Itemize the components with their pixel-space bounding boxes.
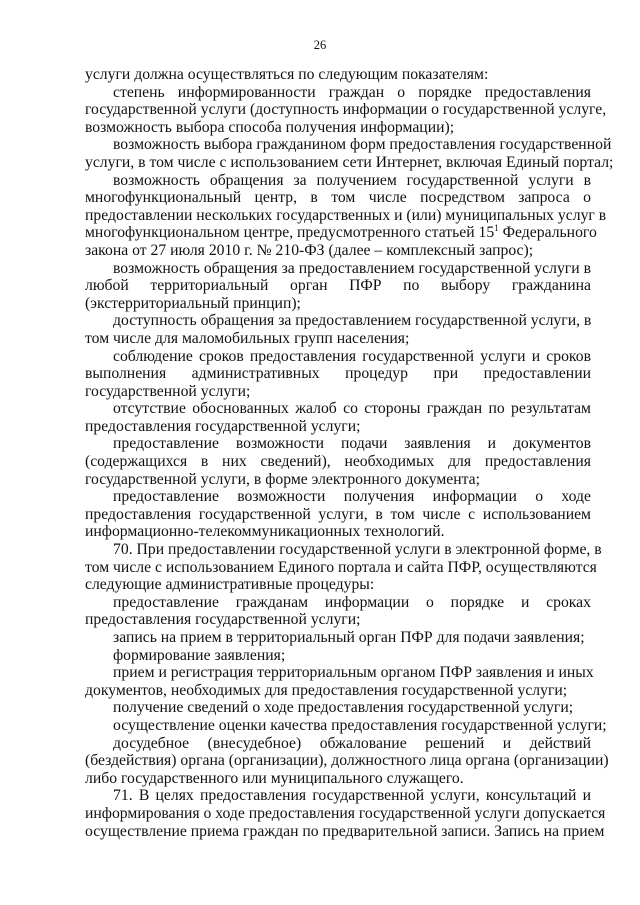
text-line-content: возможность выбора способа получения информации); (85, 118, 455, 136)
text-line-content: предоставление возможности подачи заявления и документов (113, 435, 591, 453)
text-line (85, 277, 591, 295)
text-line (85, 594, 591, 612)
text-line (85, 804, 606, 823)
text-line-content: возможность обращения за получением государственной услуги в (113, 171, 591, 189)
text-line (85, 699, 591, 717)
text-line-content: возможность обращения за предоставлением государственной услуги в (113, 259, 591, 277)
text-line (85, 576, 591, 594)
text-line (85, 136, 612, 154)
text-line (85, 260, 591, 278)
text-line (85, 716, 607, 735)
text-line (85, 66, 591, 84)
text-line-content: государственной услуги; (85, 382, 251, 400)
text-line-content: предоставления государственной услуги; (85, 417, 361, 435)
text-line (85, 770, 591, 788)
text-line-content: осуществление оценки качества предоставления государственной услуги; (113, 716, 607, 734)
text-line (85, 647, 591, 665)
text-line-content: предоставления государственной услуги; (85, 611, 361, 629)
text-line-content: степень информированности граждан о порядке предоставления (113, 83, 591, 101)
text-line-content: предоставления государственной услуги, в том числе с использованием (85, 505, 591, 523)
text-line-content: информационно-телекоммуникационных технологий. (85, 523, 445, 541)
text-line (85, 453, 591, 471)
text-line-content: услуги, в том числе с использованием сети Интернет, включая Единый портал; (85, 153, 614, 171)
text-line-content: информирования о ходе предоставления государственной услуги допускается (85, 804, 606, 822)
text-line-content: осуществление приема граждан по предварительной записи. Запись на прием (85, 822, 605, 840)
page-number: 26 (313, 38, 327, 52)
text-line-content: многофункциональном центре, предусмотренного статьей 15 (85, 224, 495, 242)
text-line (85, 541, 602, 559)
document-body (85, 66, 614, 840)
text-line-content: прием и регистрация территориальным органом ПФР заявления и иных (113, 664, 594, 682)
text-line (85, 471, 591, 489)
text-line (85, 735, 591, 753)
text-line-content: том числе для маломобильных групп населения; (85, 329, 410, 347)
text-line-content: предоставление возможности получения информации о ходе (113, 488, 591, 506)
text-line-content: доступность обращения за предоставлением государственной услуги, в (113, 312, 592, 330)
text-line-content: предоставлении нескольких государственных и (или) муниципальных услуг в (85, 206, 607, 224)
text-line (85, 383, 591, 401)
text-line (85, 682, 591, 700)
text-line (85, 787, 591, 805)
text-line-content: получение сведений о ходе предоставления государственной услуги; (113, 699, 574, 717)
text-line-content: формирование заявления; (113, 646, 286, 664)
text-line-continuation: Федерального (498, 224, 597, 242)
text-line (85, 242, 591, 260)
superscript: 1 (494, 223, 499, 234)
text-line-content: государственной услуги (доступность информации о государственной услуге, (85, 101, 607, 119)
text-line-content: любой территориальный орган ПФР по выбору гражданина (85, 277, 591, 295)
text-line (85, 189, 591, 207)
text-line-content: многофункциональный центр, в том числе посредством запроса о (85, 189, 591, 207)
text-line (85, 312, 591, 330)
text-line-content: следующие административные процедуры: (85, 576, 375, 594)
text-line-content: выполнения административных процедур при предоставлении (85, 365, 591, 383)
text-line-content: возможность выбора гражданином форм предоставления государственной (113, 136, 612, 154)
text-line (85, 172, 591, 190)
text-line-content: 70. При предоставлении государственной услуги в электронной форме, в (113, 541, 602, 559)
text-line (85, 119, 591, 137)
text-line (85, 752, 609, 770)
text-line (85, 629, 591, 647)
text-line (85, 523, 591, 541)
text-line (85, 664, 594, 682)
text-line-content: 71. В целях предоставления государственной услуги, консультаций и (113, 787, 591, 805)
text-line-content: государственной услуги, в форме электронного документа; (85, 470, 480, 488)
text-line-content: (бездействия) органа (организации), должностного лица органа (организации) (85, 752, 609, 770)
text-line (85, 506, 591, 524)
text-line (85, 488, 591, 506)
text-line (85, 84, 591, 102)
text-line (85, 206, 607, 225)
text-line-content: (экстерриториальный принцип); (85, 294, 301, 312)
text-line-content: том числе с использованием Единого портала и сайта ПФР, осуществляются (85, 558, 597, 576)
text-line (85, 330, 591, 348)
text-line (85, 435, 591, 453)
text-line-content: (содержащихся в них сведений), необходимых для предоставления (85, 453, 591, 471)
text-line (85, 295, 591, 313)
text-line (85, 223, 597, 242)
text-line (85, 418, 591, 436)
text-line-content: досудебное (внесудебное) обжалование решений и действий (113, 734, 591, 752)
text-line (85, 558, 597, 577)
text-line (85, 153, 614, 172)
text-line-content: закона от 27 июля 2010 г. № 210-ФЗ (далее – комплексный запрос); (85, 241, 534, 259)
text-line-content: соблюдение сроков предоставления государственной услуги и сроков (113, 347, 591, 365)
text-line (85, 365, 591, 383)
text-line-content: либо государственного или муниципального служащего. (85, 769, 464, 787)
text-line-content: отсутствие обоснованных жалоб со стороны граждан по результатам (113, 400, 591, 418)
text-line-content: услуги должна осуществляться по следующим показателям: (85, 66, 489, 83)
text-line-content: документов, необходимых для предоставления государственной услуги; (85, 681, 568, 699)
text-line-content: предоставление гражданам информации о порядке и сроках (113, 593, 591, 611)
text-line (85, 611, 591, 629)
text-line (85, 822, 605, 841)
text-line (85, 348, 591, 366)
text-line (85, 101, 607, 119)
text-line-content: запись на прием в территориальный орган ПФР для подачи заявления; (113, 629, 585, 646)
text-line (85, 400, 591, 418)
